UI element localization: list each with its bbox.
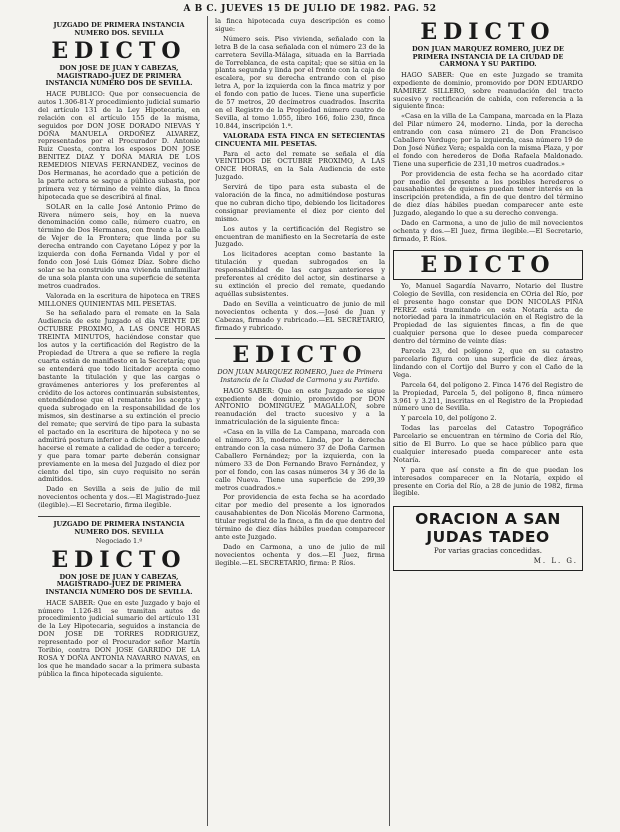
court-heading: JUZGADO DE PRIMERA INSTANCIA NUMERO DOS. SEVILLA <box>53 21 185 37</box>
paragraph: Para el acto del remate se señala el día VEINTIDOS DE OCTUBRE PROXIMO, A LAS ONCE HORAS, en la Sala Audiencia de este Juzgado. <box>215 149 385 182</box>
paragraph: Servirá de tipo para esta subasta el de valoración de la finca, no admitiéndose posturas que no cubran dicho tipo, debiendo los licitadores consignar previamente el diez por ciento del mismo. <box>215 183 385 223</box>
issuer-line: DON JOSE DE JUAN Y CABEZAS, MAGISTRADO-JUEZ DE PRIMERA INSTANCIA NUMERO DOS DE SEVILLA. <box>45 572 193 597</box>
paragraph: la finca hipotecada cuya descripción es como sigue: <box>215 18 385 33</box>
issuer-line: DON JOSE DE JUAN Y CABEZAS, MAGISTRADO-JUEZ DE PRIMERA INSTANCIA NUMERO DOS DE SEVILLA. <box>45 64 193 88</box>
paragraph: Y parcela 10, del polígono 2. <box>401 414 497 423</box>
paragraph: «Casa en la villa de La Campana, marcada en la Plaza del Pilar número 24, moderno. Linda, por la derecha entrando con casa número 21 de Don Francisco Caballero Verdugo; por la izquierda, casa número 19 de Don José Núñez Vera; espalda con la misma Plaza, y por el fondo con herederos de Doña Rafaela Maldonado. Tiene una superficie de 231,10 metros cuadrados.» <box>393 112 583 168</box>
column-2 <box>215 18 385 826</box>
paragraph: Por providencia de esta fecha se ha acordado citar por medio del presente a los posibles herederos o causahabientes de quienes puedan tener interés en la inscripción pretendida, a fin de que dentro del término de diez días hábiles puedan comparecer ante este Juzgado, alegando lo que a su derecho convenga. <box>393 169 583 218</box>
column-rule-left <box>207 16 208 826</box>
paragraph: Y para que así conste a fin de que puedan los interesados comparecer en la Notaría, expido el presente en Coria del Río, a 28 de junio de 1982, firma ilegible. <box>393 465 583 498</box>
paragraph: Dado en Sevilla a veinticuatro de junio de mil novecientos ochenta y dos.—José de Juan y Cabezas, firmado y rubricado.—EL SECRETARIO, firmado y rubricado. <box>215 299 385 332</box>
paragraph: Los autos y la certificación del Registro se encuentran de manifiesto en la Secretaría de este Juzgado. <box>215 224 385 249</box>
edicto-frame <box>393 250 583 280</box>
paragraph: Parcela 64, del polígono 2. Finca 1476 del Registro de la Propiedad, Parcela 5, del polígono 8, finca número 3.961 y 3.211, inscritas en el Registro de la Propiedad número uno de Sevilla. <box>393 380 583 413</box>
edicto-title: EDICTO <box>51 38 187 65</box>
section-divider <box>215 338 385 339</box>
paragraph: Dado en Carmona, a uno de julio de mil novecientos ochenta y dos.—El Juez, firma ilegible.—El Secretario, firmado, P. Ríos. <box>393 219 583 243</box>
paragraph: HAGO SABER: Que en este Juzgado se sigue expediente de dominio, promovido por DON ANTONIO DOMINGUEZ MAGALLON, sobre reanudación del tracto sucesivo y a la inmatriculación de la siguiente finca: <box>215 386 385 427</box>
prayer-title: ORACION A SAN JUDAS TADEO <box>415 510 561 547</box>
edicto-title: EDICTO <box>51 546 187 573</box>
prayer-subtitle: Por varias gracias concedidas. <box>434 547 542 556</box>
prayer-initials: M. L. G. <box>533 557 578 566</box>
paragraph: Valorada en la escritura de hipoteca en TRES MILLONES QUINIENTAS MIL PESETAS. <box>38 291 200 308</box>
paragraph: SOLAR en la calle José Antonio Primo de Rivera número seis, hoy en la nueva denominación como calle, número cuatro, en término de Dos Hermanas, con frente a la calle de Vejer de la Frontera; que linda por su derecha entrando con Cayetano López y por la izquierda con doña Fernanda Vidal y por el fondo con José Luis Gómez Díaz. Sobre dicho solar se ha construido una vivienda unifamiliar de una sola planta con una superficie de setenta metros cuadrados. <box>38 202 200 290</box>
edicto-title: EDICTO <box>232 342 368 369</box>
prayer-notice-box <box>393 506 583 571</box>
notice-body <box>38 600 200 679</box>
paragraph: Los licitadores aceptan como bastante la titulación y quedan subrogados en la responsabilidad de las cargas anteriores y preferentes al crédito del actor, sin destinarse a su extinción el precio del remate, quedando aquéllas subsistentes. <box>215 250 385 298</box>
paragraph: Número seis. Piso vivienda, señalado con la letra B de la casa señalada con el número 23 de la carretera Sevilla-Málaga, situada en la Barriada de Torreblanca, de esta capital; que se sitúa en la planta segunda y linda por el frente con la caja de escalera, por su derecha entrando con el piso letra A, por la izquierda con la finca matriz y por el fondo con patio de luces. Tiene una superficie de 57 metros, 20 decímetros cuadrados. Inscrita en el Registro de la Propiedad número cuatro de Sevilla, al tomo 1.055, libro 166, folio 230, finca 10.844, inscripción 1.ª. <box>215 34 385 130</box>
notice-body <box>38 91 200 510</box>
paragraph: «Casa en la villa de La Campana, marcada con el número 35, moderno. Linda, por la derecha entrando con la casa número 37 de Doña Carmen Caballero Fernández; por la izquierda, con la número 33 de Don Fernando Bravo Fernández, y por el fondo, con las casas números 34 y 36 de la calle Nueva. Tiene una superficie de 299,39 metros cuadrados.» <box>215 428 385 492</box>
paragraph: Todas las parcelas del Catastro Topográfico Parcelario se encuentran en término de Coria del Río, sitio de El Burro. Lo que se hace público para que cualquier interesado pueda comparecer ante esta Notaría. <box>393 424 583 464</box>
notice-body <box>215 388 385 568</box>
paragraph: Dado en Sevilla a seis de julio de mil novecientos ochenta y dos.—El Magistrado-Juez (ilegible).—El Secretario, firma ilegible. <box>38 485 200 510</box>
edicto-title: EDICTO <box>420 19 556 45</box>
notice-body <box>215 18 385 332</box>
paragraph: HACE PUBLICO: Que por consecuencia de autos 1.306-81-Y procedimiento judicial sumario del artículo 131 de la Ley Hipotecaria, en relación con el artículo 155 de la misma, seguidos por DON JOSE DORADO NIEVAS Y DOÑA MANUELA ORDOÑEZ ALVAREZ, representados por el Procurador D. Antonio Ruiz Cuesta, contra los esposos DON JOSE BENITEZ DIAZ Y DOÑA MARIA DE LOS REMEDIOS NIEVAS FERNANDEZ, vecinos de Dos Hermanas, he acordado que a petición de la parte actora se saque a pública subasta, por primera vez y término de veinte días, la finca hipotecada que se describirá al final. <box>38 89 200 201</box>
paragraph: Yo, Manuel Sagardía Navarro, Notario del Ilustre Colegio de Sevilla, con residencia en COria del Río, por el presente hago constar que DON NICOLAS PIÑA PEREZ está tramitando en esta Notaría acta de notoriedad para la inmatriculación en el Registro de la Propiedad de las siguientes fincas, a fin de que cualquier persona que lo desee pueda comparecer dentro del término de veinte días: <box>393 281 583 346</box>
paragraph: HACE SABER: Que en este Juzgado y bajo el número 1.126-81 se tramitan autos de procedimiento judicial sumario del artículo 131 de la Ley Hipotecaria, seguidos a instancia de DON JOSE DE TORRES RODRIGUEZ, representado por el Procurador señor Martín Toribio, contra DON JOSE GARRIDO DE LA ROSA Y DOÑA ANTONIA NAVARRO NAVAS, en los que he mandado sacar a la primera subasta pública la finca hipotecada siguiente. <box>38 598 200 678</box>
court-subheading: Negociado 1.º <box>95 537 143 546</box>
paragraph: Se ha señalado para el remate en la Sala Audiencia de este Juzgado el día VEINTE DE OCTUBRE PROXIMO, A LAS ONCE HORAS TREINTA MINUTOS, haciéndose constar que los autos y la certificación del Registro de la Propiedad de Utrera a que se refiere la regla cuarta están de manifiesto en la Secretaría; que se entenderá que todo licitador acepta como bastante la titulación y que las cargas o gravámenes anteriores y los preferentes al crédito de los actores continuarán subsistentes, entendiéndose que el rematante los acepta y queda subrogado en la responsabilidad de los mismos, sin destinarse a su extinción el precio del remate; que servirá de tipo para la subasta el pactado en la escritura de hipoteca y no se admitirá postura inferior a dicho tipo, pudiendo hacerse el remate a calidad de ceder a tercero; y que para tomar parte deberán consignar previamente en la mesa del Juzgado el diez por ciento del tipo, sin cuyo requisito no serán admitidos. <box>38 309 200 484</box>
paragraph: VALORADA ESTA FINCA EN SETECIENTAS CINCUENTA MIL PESETAS. <box>215 131 385 148</box>
column-rule-right <box>389 16 390 826</box>
page-header: A B C. JUEVES 15 DE JULIO DE 1982. PAG. 52 <box>183 4 437 14</box>
court-heading: JUZGADO DE PRIMERA INSTANCIA NUMERO DOS. SEVILLA <box>53 520 185 536</box>
issuer-line: DON JUAN MARQUEZ ROMERO, JUEZ DE PRIMERA INSTANCIA DE LA CIUDAD DE CARMONA Y SU PARTIDO. <box>412 45 564 69</box>
section-divider <box>38 516 200 517</box>
column-1 <box>38 18 200 826</box>
paragraph: Dado en Carmona, a uno de julio de mil novecientos ochenta y dos.—El Juez, firma ilegible.—EL SECRETARIO, firma: P. Ríos. <box>215 542 385 567</box>
paragraph: HAGO SABER: Que en este Juzgado se tramita expediente de dominio, promovido por DON EDUARDO RAMIREZ SILLERO, sobre reanudación del tracto sucesivo y rectificación de cabida, con referencia a la siguiente finca: <box>393 70 583 111</box>
notice-body <box>393 283 583 499</box>
paragraph: Parcela 23, del polígono 2, que en su catastro parcelario figura con una superficie de diez áreas, lindando con el Cortijo del Burro y con el Caño de la Vega. <box>393 347 583 379</box>
notice-body <box>393 72 583 244</box>
issuer-line: DON JUAN MARQUEZ ROMERO, Juez de Primera Instancia de la Ciudad de Carmona y su Partido. <box>217 368 383 385</box>
paragraph: Por providencia de esta fecha se ha acordado citar por medio del presente a los ignorados causahabientes de Don Nicolás Moreno Carmona, titular registral de la finca, a fin de que dentro del término de diez días hábiles puedan comparecer ante este Juzgado. <box>215 493 385 541</box>
column-3 <box>393 18 583 826</box>
edicto-title: EDICTO <box>420 251 556 278</box>
